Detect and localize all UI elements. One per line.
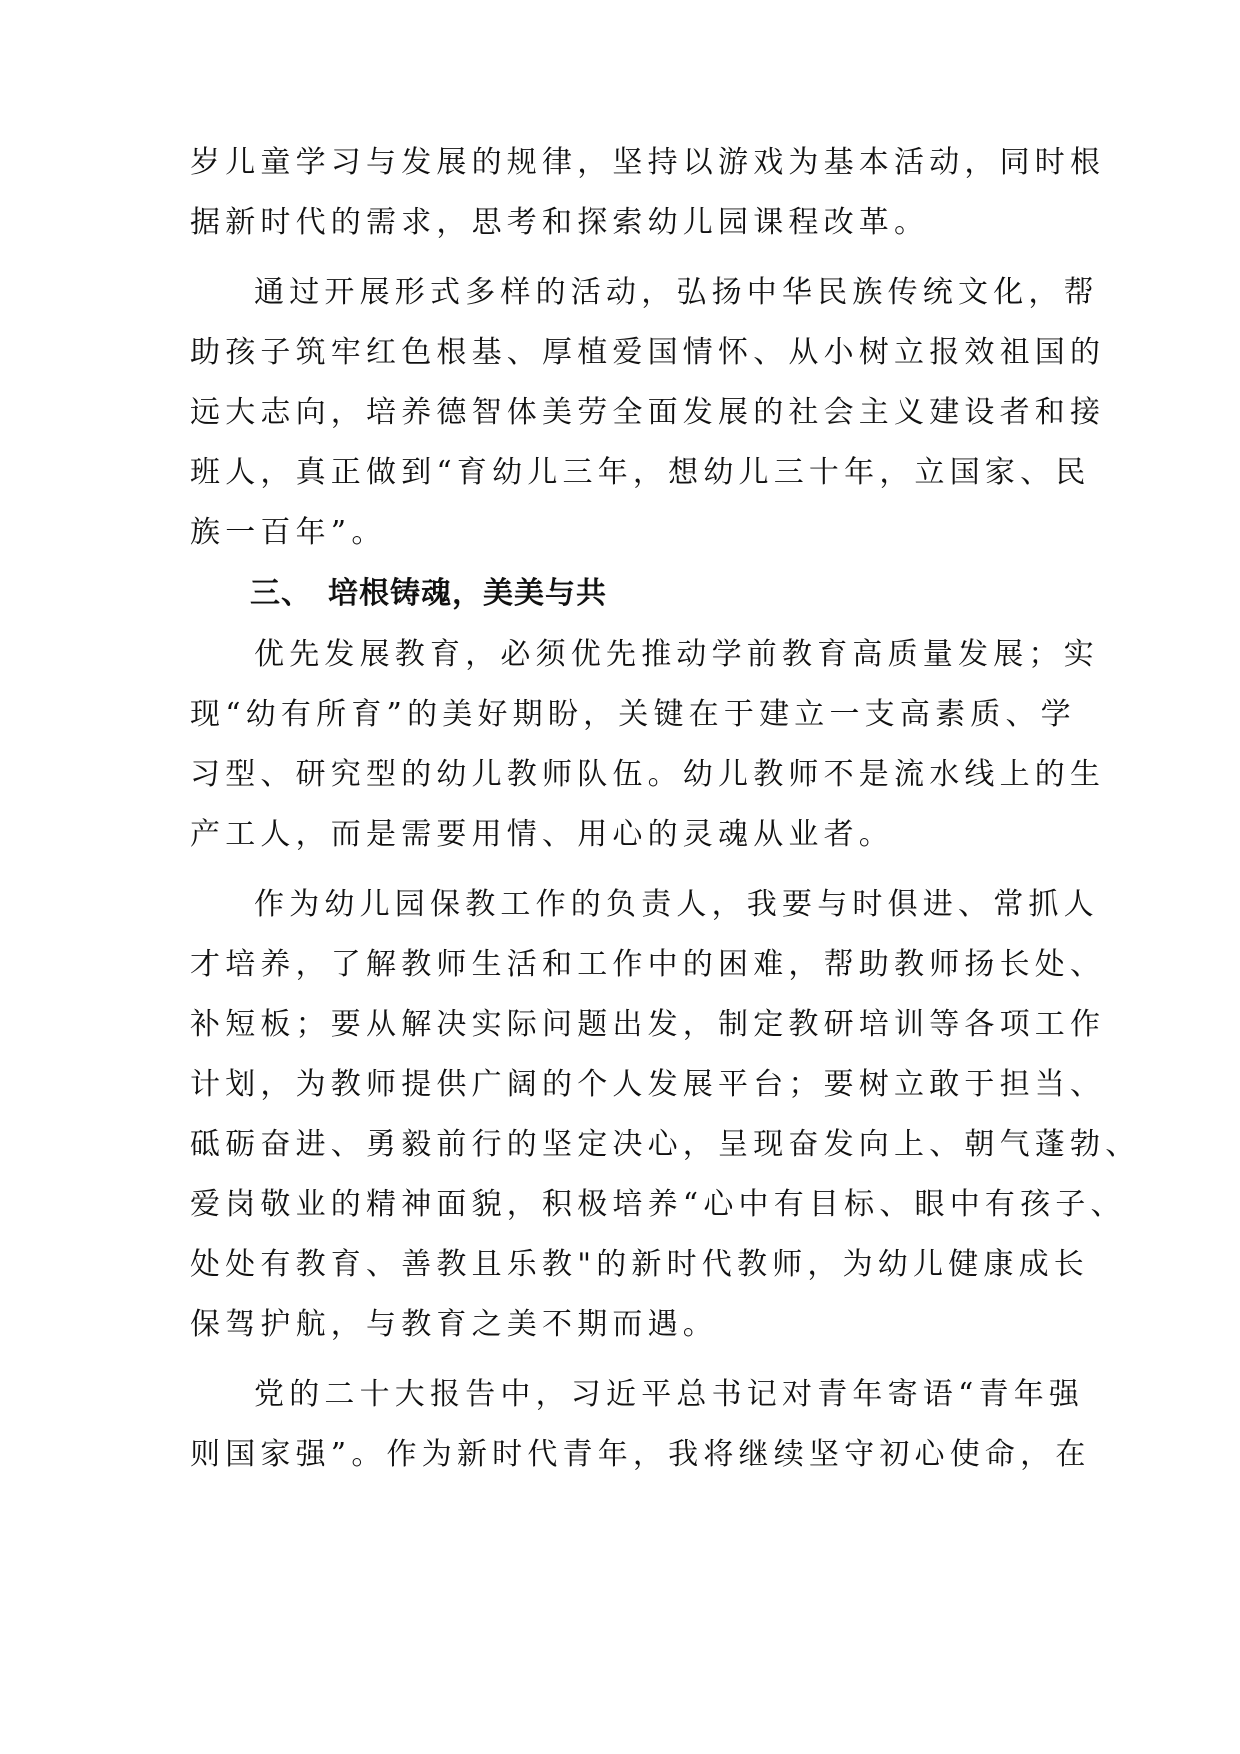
paragraph-line: 才培养，了解教师生活和工作中的困难，帮助教师扬长处、 <box>190 947 1106 982</box>
paragraph-line: 处处有教育、善教且乐教"的新时代教师，为幼儿健康成长 <box>190 1247 1089 1282</box>
paragraph-line: 现“幼有所育”的美好期盼，关键在于建立一支高素质、学 <box>190 697 1076 732</box>
paragraph-line: 助孩子筑牢红色根基、厚植爱国情怀、从小树立报效祖国的 <box>190 335 1106 370</box>
section-heading <box>190 563 1070 625</box>
paragraph-3 <box>190 625 1106 865</box>
paragraph-line: 班人，真正做到“育幼儿三年，想幼儿三十年，立国家、民 <box>190 455 1091 490</box>
paragraph-line: 习型、研究型的幼儿教师队伍。幼儿教师不是流水线上的生 <box>190 757 1106 792</box>
document-body <box>190 133 1141 1485</box>
paragraph-5 <box>190 1365 1091 1485</box>
paragraph-line: 爱岗敬业的精神面貌，积极培养“心中有目标、眼中有孩子、 <box>190 1187 1126 1222</box>
paragraph-line: 保驾护航，与教育之美不期而遇。 <box>190 1307 718 1342</box>
paragraph-line: 产工人，而是需要用情、用心的灵魂从业者。 <box>190 817 894 852</box>
paragraph-line: 据新时代的需求，思考和探索幼儿园课程改革。 <box>190 205 930 240</box>
paragraph-line: 优先发展教育，必须优先推动学前教育高质量发展；实 <box>254 637 1099 672</box>
section-number: 三、 <box>250 576 312 611</box>
paragraph-line: 砥砺奋进、勇毅前行的坚定决心，呈现奋发向上、朝气蓬勃、 <box>190 1127 1141 1162</box>
paragraph-line: 作为幼儿园保教工作的负责人，我要与时俱进、常抓人 <box>254 887 1099 922</box>
paragraph-line: 则国家强”。作为新时代青年，我将继续坚守初心使命，在 <box>190 1437 1091 1472</box>
paragraph-line: 计划，为教师提供广阔的个人发展平台；要树立敢于担当、 <box>190 1067 1106 1102</box>
paragraph-4 <box>190 875 1141 1355</box>
section-title: 培根铸魂，美美与共 <box>328 576 607 611</box>
paragraph-line: 族一百年”。 <box>190 515 387 550</box>
paragraph-line: 岁儿童学习与发展的规律，坚持以游戏为基本活动，同时根 <box>190 145 1106 180</box>
paragraph-line: 补短板；要从解决实际问题出发，制定教研培训等各项工作 <box>190 1007 1106 1042</box>
paragraph-1 <box>190 133 1106 253</box>
paragraph-line: 通过开展形式多样的活动，弘扬中华民族传统文化，帮 <box>254 275 1099 310</box>
paragraph-2 <box>190 263 1106 563</box>
paragraph-line: 党的二十大报告中，习近平总书记对青年寄语“青年强 <box>254 1377 1085 1412</box>
paragraph-line: 远大志向，培养德智体美劳全面发展的社会主义建设者和接 <box>190 395 1106 430</box>
